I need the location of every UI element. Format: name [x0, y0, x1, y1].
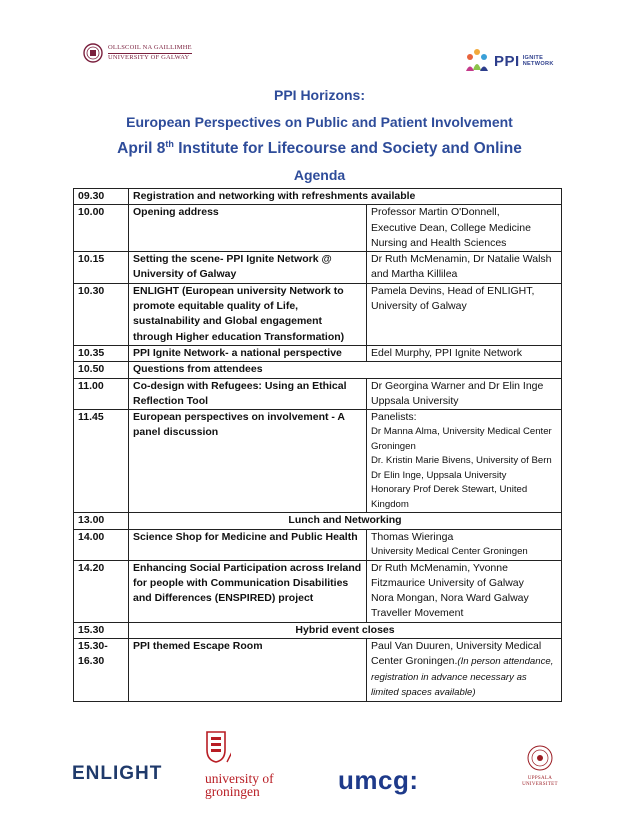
speaker-cell: Dr Georgina Warner and Dr Elin Inge Uppsala University — [367, 378, 562, 410]
event-cell: Science Shop for Medicine and Public Health — [129, 529, 367, 560]
table-row — [74, 345, 562, 361]
table-row — [74, 513, 562, 529]
table-row — [74, 362, 562, 378]
table-row — [74, 252, 562, 284]
groningen-line1: university of — [205, 771, 274, 786]
table-row — [74, 283, 562, 345]
panelist: Dr Elin Inge, Uppsala University — [371, 469, 507, 481]
speaker-line: Thomas Wieringa — [371, 530, 454, 543]
time-cell: 10.15 — [74, 252, 129, 284]
table-row — [74, 560, 562, 622]
time-cell — [74, 639, 129, 702]
speaker-cell: Dr Ruth McMenamin, Dr Natalie Walsh and Martha Killilea — [367, 252, 562, 284]
galway-crest-icon — [83, 42, 103, 64]
time-cell: 14.20 — [74, 560, 129, 622]
university-of-groningen-logo — [205, 728, 274, 798]
uppsala-university-logo — [520, 745, 560, 788]
ppi-logo-line1: IGNITE — [522, 54, 544, 61]
panelist: Dr. Kristin Marie Bivens, University of Bern — [371, 455, 552, 467]
speaker-cell: Pamela Devins, Head of ENLIGHT, University of Galway — [367, 283, 562, 345]
event-cell: ENLIGHT (European university Network to promote equitable quality of Life, sustaInability and Global engagement through Higher education Transformation) — [129, 283, 367, 345]
time-cell: 15.30 — [74, 622, 129, 638]
agenda-table — [73, 188, 562, 702]
table-row — [74, 622, 562, 638]
table-row — [74, 205, 562, 252]
event-subtitle: European Perspectives on Public and Patient Involvement — [126, 114, 513, 130]
time-start: 15.30- — [78, 640, 108, 653]
uppsala-line1: UPPSALA — [527, 776, 553, 781]
panelist: Dr Manna Alma, University Medical Center Groningen — [371, 426, 552, 452]
table-row — [74, 189, 562, 205]
galway-logo-line1: OLLSCOIL NA GAILLIMHE — [108, 44, 192, 54]
panelist: Honorary Prof Derek Stewart, United Kingdom — [371, 484, 528, 510]
table-row — [74, 529, 562, 560]
event-cell: PPI Ignite Network- a national perspective — [129, 345, 367, 361]
speaker-line: Paul Van Duuren, University Medical Center Groningen. — [371, 640, 542, 668]
event-date: April 8 — [117, 140, 166, 158]
event-cell: Lunch and Networking — [129, 513, 562, 529]
groningen-crest-icon — [205, 728, 231, 764]
speaker-cell — [367, 529, 562, 560]
panelists-heading: Panelists: — [371, 411, 417, 424]
university-of-galway-logo — [83, 42, 192, 64]
table-row — [74, 378, 562, 410]
time-cell: 10.50 — [74, 362, 129, 378]
table-row — [74, 639, 562, 702]
speaker-cell — [367, 639, 562, 702]
table-row — [74, 410, 562, 513]
time-cell: 11.00 — [74, 378, 129, 410]
time-cell: 13.00 — [74, 513, 129, 529]
speaker-line: Dr Ruth McMenamin, Yvonne Fitzmaurice University of Galway — [371, 561, 524, 589]
speaker-line: Nursing and Health Sciences — [371, 236, 507, 249]
event-cell: PPI themed Escape Room — [129, 639, 367, 702]
event-cell: Setting the scene- PPI Ignite Network @ University of Galway — [129, 252, 367, 284]
time-cell: 09.30 — [74, 189, 129, 205]
event-cell: European perspectives on involvement - A panel discussion — [129, 410, 367, 513]
ppi-logo-line2: NETWORK — [522, 61, 554, 67]
uppsala-seal-icon — [527, 745, 553, 771]
speaker-cell — [367, 205, 562, 252]
enlight-wordmark: ENLIGHT — [72, 763, 163, 784]
speaker-cell — [367, 410, 562, 513]
enlight-logo — [72, 763, 162, 785]
time-cell: 11.45 — [74, 410, 129, 513]
time-end: 16.30 — [78, 655, 105, 668]
umcg-logo: umcg: — [338, 765, 419, 795]
event-cell: Opening address — [129, 205, 367, 252]
ppi-logo-wordmark: PPI — [494, 52, 520, 70]
event-cell: Enhancing Social Participation across Ireland for people with Communication Disabilities and Differences (ENSPIRED) project — [129, 560, 367, 622]
groningen-line2: groningen — [205, 784, 260, 799]
event-cell: Questions from attendees — [129, 362, 562, 378]
ppi-ignite-network-logo — [464, 46, 554, 76]
time-cell: 10.35 — [74, 345, 129, 361]
speaker-line: University Medical Center Groningen — [371, 546, 528, 558]
attendance-note: (In person attendance, registration in advance necessary as limited spaces available) — [371, 656, 554, 699]
speaker-cell: Edel Murphy, PPI Ignite Network — [367, 345, 562, 361]
speaker-line: Executive Dean, College Medicine — [371, 221, 531, 234]
event-cell: Hybrid event closes — [129, 622, 562, 638]
time-cell: 10.30 — [74, 283, 129, 345]
time-cell: 14.00 — [74, 529, 129, 560]
event-cell: Co-design with Refugees: Using an Ethical Reflection Tool — [129, 378, 367, 410]
speaker-line: Professor Martin O'Donnell, — [371, 206, 500, 219]
ppi-people-icon — [464, 46, 490, 76]
event-title: PPI Horizons: — [273, 87, 365, 103]
galway-logo-line2: UNIVERSITY OF GALWAY — [108, 53, 190, 61]
time-cell: 10.00 — [74, 205, 129, 252]
speaker-line: Nora Mongan, Nora Ward Galway Traveller Movement — [371, 592, 529, 620]
event-cell: Registration and networking with refreshments available — [129, 189, 562, 205]
date-suffix: th — [165, 139, 174, 149]
event-date-venue — [0, 139, 639, 158]
agenda-heading: Agenda — [293, 167, 346, 183]
speaker-cell — [367, 560, 562, 622]
uppsala-line2: UNIVERSITET — [522, 782, 558, 787]
event-venue: Institute for Lifecourse and Society and Online — [173, 140, 522, 158]
